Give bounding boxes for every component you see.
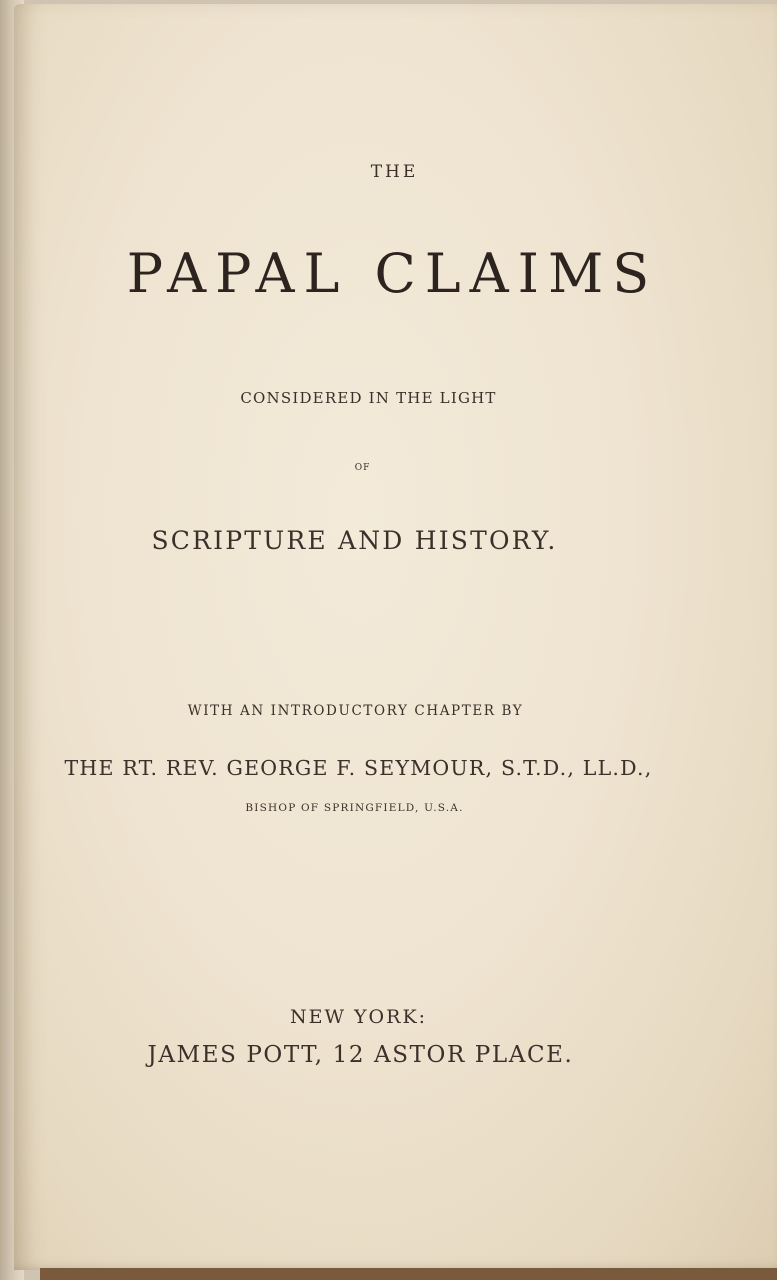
imprint-publisher: JAMES POTT, 12 ASTOR PLACE. xyxy=(147,1042,574,1068)
author-name: THE RT. REV. GEORGE F. SEYMOUR, S.T.D., LL.D., xyxy=(64,756,653,780)
subtitle-line-1: CONSIDERED IN THE LIGHT xyxy=(240,389,497,407)
intro-credit-line: WITH AN INTRODUCTORY CHAPTER BY xyxy=(187,703,524,719)
subtitle-of: OF xyxy=(354,463,371,473)
imprint-city: NEW YORK: xyxy=(289,1006,428,1028)
title-article: THE xyxy=(370,162,419,182)
author-title: BISHOP OF SPRINGFIELD, U.S.A. xyxy=(245,802,464,814)
book-title: PAPAL CLAIMS xyxy=(126,242,659,305)
page-bottom-edge xyxy=(40,1268,777,1280)
title-page xyxy=(14,4,777,1270)
subtitle-line-2: SCRIPTURE AND HISTORY. xyxy=(151,526,558,555)
